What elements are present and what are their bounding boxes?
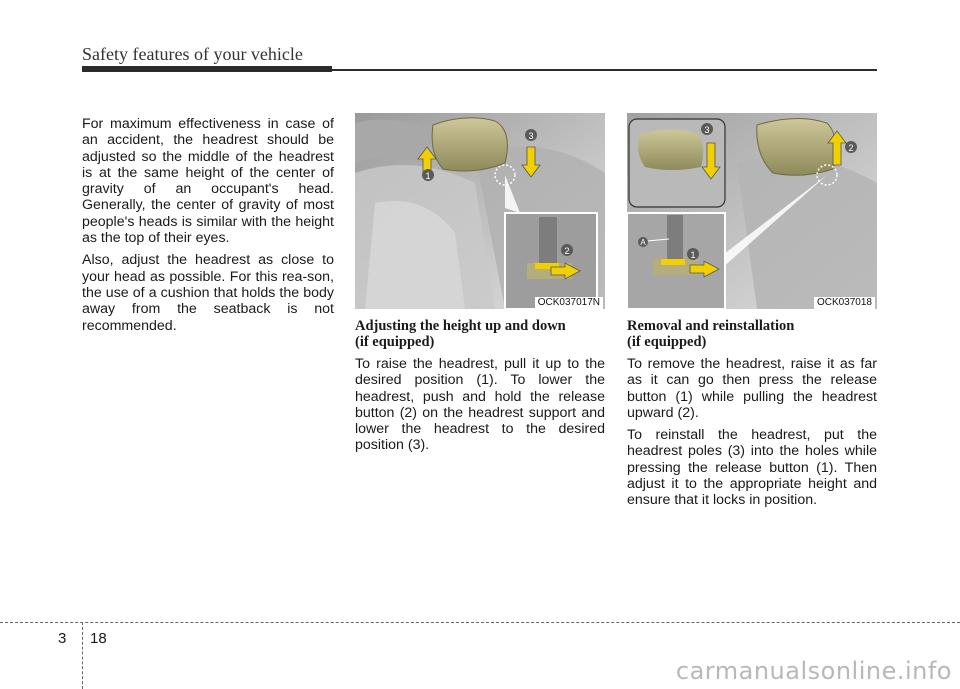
page-number: 18 bbox=[90, 630, 107, 647]
callout-3 bbox=[525, 129, 537, 141]
callout-3 bbox=[701, 123, 713, 135]
removal-paragraph-1: To remove the headrest, raise it as far as it can go then press the release button (1) while pulling the headrest upward (2). bbox=[627, 356, 877, 421]
svg-text:3: 3 bbox=[528, 131, 534, 141]
removal-heading bbox=[627, 318, 877, 350]
footer-vertical-rule bbox=[82, 622, 83, 689]
adjust-heading-line-2: (if equipped) bbox=[355, 334, 435, 350]
callout-2 bbox=[845, 141, 857, 153]
chapter-number: 3 bbox=[58, 630, 67, 647]
removal-section bbox=[627, 318, 877, 515]
figure-code: OCK037017N bbox=[535, 297, 603, 309]
svg-text:2: 2 bbox=[848, 143, 854, 153]
intro-paragraph-2: Also, adjust the headrest as close to your head as possible. For this rea-son, the use of a cushion that holds the body away from the seatback is not recommended. bbox=[82, 252, 334, 334]
footer-rule bbox=[0, 622, 960, 623]
adjust-heading bbox=[355, 318, 605, 350]
adjust-heading-line-1: Adjusting the height up and down bbox=[355, 318, 566, 334]
header-rule bbox=[82, 66, 877, 72]
intro-paragraph-1: For maximum effectiveness in case of an accident, the headrest should be adjusted so the middle of the headrest is at the same height of the center of gravity of an occupant's head. Generally, the center of gravity of most people's heads is similar with the height as the top of their eyes. bbox=[82, 116, 334, 247]
callout-1 bbox=[687, 248, 699, 260]
headrest-removal-illustration bbox=[627, 113, 877, 309]
figure-headrest-removal bbox=[627, 113, 877, 309]
intro-column bbox=[82, 116, 334, 340]
svg-text:A: A bbox=[640, 238, 646, 247]
watermark: carmanualsonline.info bbox=[675, 657, 952, 685]
figure-headrest-adjust bbox=[355, 113, 605, 309]
removal-paragraph-2: To reinstall the headrest, put the headrest poles (3) into the holes while pressing the release button (1). Then adjust it to the appropriate height and ensure that it locks in position. bbox=[627, 427, 877, 509]
removal-heading-line-1: Removal and reinstallation bbox=[627, 318, 795, 334]
svg-text:1: 1 bbox=[690, 250, 696, 260]
svg-text:2: 2 bbox=[564, 246, 570, 256]
adjust-section bbox=[355, 318, 605, 460]
removal-heading-line-2: (if equipped) bbox=[627, 334, 707, 350]
figure-code: OCK037018 bbox=[814, 297, 875, 309]
svg-text:3: 3 bbox=[704, 125, 710, 135]
callout-2 bbox=[561, 244, 573, 256]
headrest-adjust-illustration bbox=[355, 113, 605, 309]
adjust-body: To raise the headrest, pull it up to the desired position (1). To lower the headrest, push and hold the release button (2) on the headrest support and lower the headrest to the desired position (3). bbox=[355, 356, 605, 454]
page-header-title: Safety features of your vehicle bbox=[82, 44, 303, 64]
svg-text:1: 1 bbox=[425, 171, 431, 181]
callout-1 bbox=[422, 169, 434, 181]
